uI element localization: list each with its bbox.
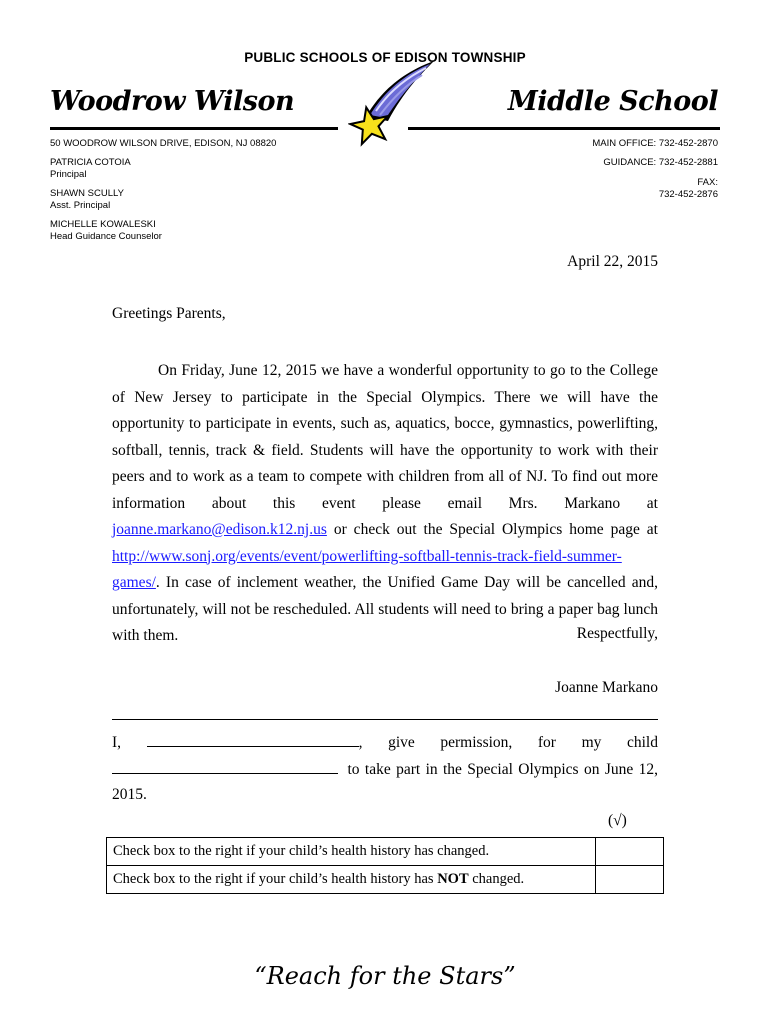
check-mark-header: (√) xyxy=(608,812,627,829)
row-label-part: Check box to the right if your child’s health history has xyxy=(113,871,438,887)
guidance-phone: GUIDANCE: 732-452-2881 xyxy=(603,157,718,168)
row-label: Check box to the right if your child’s health history has changed. xyxy=(107,838,596,866)
letter-body xyxy=(112,358,658,650)
swoosh-icon xyxy=(366,61,434,121)
row-label-bold: NOT xyxy=(437,871,469,887)
special-olympics-link[interactable]: http://www.sonj.org/events/event/powerlifting-softball-tennis-track-field-summer-games/ xyxy=(112,547,622,591)
staff-title: Asst. Principal xyxy=(50,199,111,211)
letter-body-part: . In case of inclement weather, the Unified Game Day will be cancelled and, unfortunately, will not be rescheduled. All students will need to bring a paper bag lunch with them. xyxy=(112,574,658,644)
letter-greeting: Greetings Parents, xyxy=(112,305,226,322)
school-motto: “Reach for the Stars” xyxy=(254,962,516,990)
letter-body-part: On Friday, June 12, 2015 we have a wonderful opportunity to go to the College of New Jersey to participate in the Special Olympics. There we will have the opportunity to participate in events, such as, aquatics, bocce, gymnastics, powerlifting, softball, tennis, track & field. Students will have the opportunity to work with their peers and to work as a team to compete with children from all of NJ. To find out more information about this event please email Mrs. Markano at xyxy=(112,362,658,512)
table-row xyxy=(107,838,664,866)
staff-name: MICHELLE KOWALESKI xyxy=(50,219,156,230)
header-rule-left xyxy=(50,127,338,130)
perm-word: , xyxy=(358,734,363,751)
staff-asst-principal xyxy=(50,188,124,211)
health-not-changed-checkbox[interactable] xyxy=(596,866,664,894)
fax-label: FAX: xyxy=(697,177,718,188)
row-label xyxy=(107,866,596,894)
shooting-star-logo xyxy=(348,55,440,155)
staff-principal xyxy=(50,157,131,180)
school-name-left: Woodrow Wilson xyxy=(50,86,295,117)
permission-line-2 xyxy=(112,759,658,779)
table-row xyxy=(107,866,664,894)
letter-signature: Joanne Markano xyxy=(555,679,658,696)
health-changed-checkbox[interactable] xyxy=(596,838,664,866)
health-history-table xyxy=(106,837,664,894)
perm-word: child xyxy=(626,734,658,751)
district-name: PUBLIC SCHOOLS OF EDISON TOWNSHIP xyxy=(244,50,526,65)
perm-word: permission, xyxy=(440,734,513,751)
staff-name: PATRICIA COTOIA xyxy=(50,157,131,168)
perm-word: I, xyxy=(112,734,122,751)
header-rule-right xyxy=(408,127,720,130)
child-name-blank[interactable] xyxy=(112,759,338,774)
letter-body-part: or check out the Special Olympics home page at xyxy=(326,521,658,538)
parent-name-blank[interactable] xyxy=(147,732,359,747)
permission-year: 2015. xyxy=(112,786,147,803)
staff-title: Head Guidance Counselor xyxy=(50,230,162,242)
fax-block xyxy=(628,177,718,200)
school-address: 50 WOODROW WILSON DRIVE, EDISON, NJ 08820 xyxy=(50,138,277,149)
perm-word: give xyxy=(388,734,415,751)
perm-name-blank-group xyxy=(147,732,363,752)
letter-closing: Respectfully, xyxy=(576,625,658,642)
permission-line-1 xyxy=(112,732,658,752)
staff-name: SHAWN SCULLY xyxy=(50,188,124,199)
fax-number: 732-452-2876 xyxy=(658,188,718,200)
perm-rest: to take part in the Special Olympics on June 12, xyxy=(347,761,658,778)
main-office-phone: MAIN OFFICE: 732-452-2870 xyxy=(592,138,718,149)
perm-word: my xyxy=(581,734,602,751)
staff-title: Principal xyxy=(50,168,87,180)
row-label-part: changed. xyxy=(468,871,525,887)
email-link[interactable]: joanne.markano@edison.k12.nj.us xyxy=(112,521,327,538)
letter-date: April 22, 2015 xyxy=(567,253,658,270)
staff-head-guidance xyxy=(50,219,162,242)
perm-word: for xyxy=(537,734,556,751)
divider-line xyxy=(112,719,658,720)
school-name-right: Middle School xyxy=(507,86,718,117)
